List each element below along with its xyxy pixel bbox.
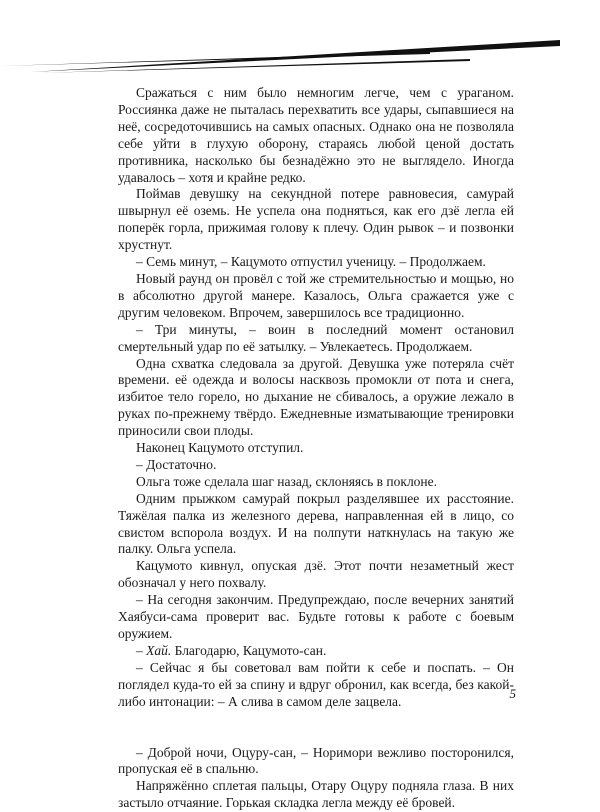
paragraph: – Сейчас я бы советовал вам пойти к себе и поспать. – Он поглядел куда-то ей за спину и вдруг обронил, как всегда, без какой-либо интонации: – А слива в самом деле зацвела. <box>118 659 514 709</box>
page-number: 5 <box>509 686 516 701</box>
dash-prefix: – <box>136 642 147 658</box>
paragraph: – Достаточно. <box>136 456 217 472</box>
scene-break <box>118 711 514 745</box>
paragraph: Одна схватка следовала за другой. Девушка уже потеряла счёт времени. её одежда и волосы насквозь промокли от пота и снега, избитое тело горело, но дыхание не сбивалось, а оружие лежало в руках по-прежнему твёрдо. Ежедневные изматывающие тренировки приносили свои плоды. <box>118 355 514 439</box>
paragraph: Сражаться с ним было немногим легче, чем с ураганом. Россиянка даже не пыталась перехватить все удары, сыпавшиеся на неё, сосредоточившись на самых опасных. Однако она не позволяла себе уйти в глухую оборону, стараясь любой ценой достать противника, насколько бы безнадёжно это не выглядело. Иногда удавалось – хотя и крайне редко. <box>118 85 514 185</box>
paragraph-hai <box>118 643 514 660</box>
paragraph: Наконец Кацумото отступил. <box>136 440 304 456</box>
paragraph: – Семь минут, – Кацумото отпустил ученицу. – Продолжаем. <box>136 254 486 270</box>
paragraph: Напряжённо сплетая пальцы, Отару Оцуру подняла глаза. В них застыло отчаяние. Горькая складка легла между её бровей. <box>118 778 514 811</box>
paragraph: Одним прыжком самурай покрыл разделявшее их расстояние. Тяжёлая палка из железного дерева, направленная ей в лицо, со свистом вспорола воздух. И на полпути наткнулась на такую же палку. Ольга успела. <box>118 490 514 557</box>
header-decorative-rule <box>0 0 600 80</box>
body-text <box>118 85 514 812</box>
paragraph: Поймав девушку на секундной потере равновесия, самурай швырнул её оземь. Не успела она подняться, как его дзё легла ей поперёк горла, прижимая голову к плечу. Один рывок – и позвонки хрустнут. <box>118 186 514 253</box>
paragraph: – На сегодня закончим. Предупреждаю, после вечерних занятий Хаябуси-сама проверит вас. Будьте готовы к работе с боевым оружием. <box>118 592 514 641</box>
hai-rest: Благодарю, Кацумото-сан. <box>171 642 327 658</box>
paragraph: Новый раунд он провёл с той же стремительностью и мощью, но в абсолютно другой манере. Казалось, Ольга сражается уже с другим человеком. Впрочем, завершилось все традиционно. <box>118 270 514 320</box>
paragraph: – Три минуты, – воин в последний момент остановил смертельный удар по её затылку. – Увлекаетесь. Продолжаем. <box>118 321 514 354</box>
paragraph: Ольга тоже сделала шаг назад, склоняясь в поклоне. <box>136 473 438 489</box>
paragraph: Кацумото кивнул, опуская дзё. Этот почти незаметный жест обозначал у него похвалу. <box>118 558 514 591</box>
hai-italic-word: Хай. <box>146 642 172 658</box>
paragraph: – Доброй ночи, Оцуру-сан, – Норимори вежливо посторонился, пропуская её в спальню. <box>118 744 514 777</box>
